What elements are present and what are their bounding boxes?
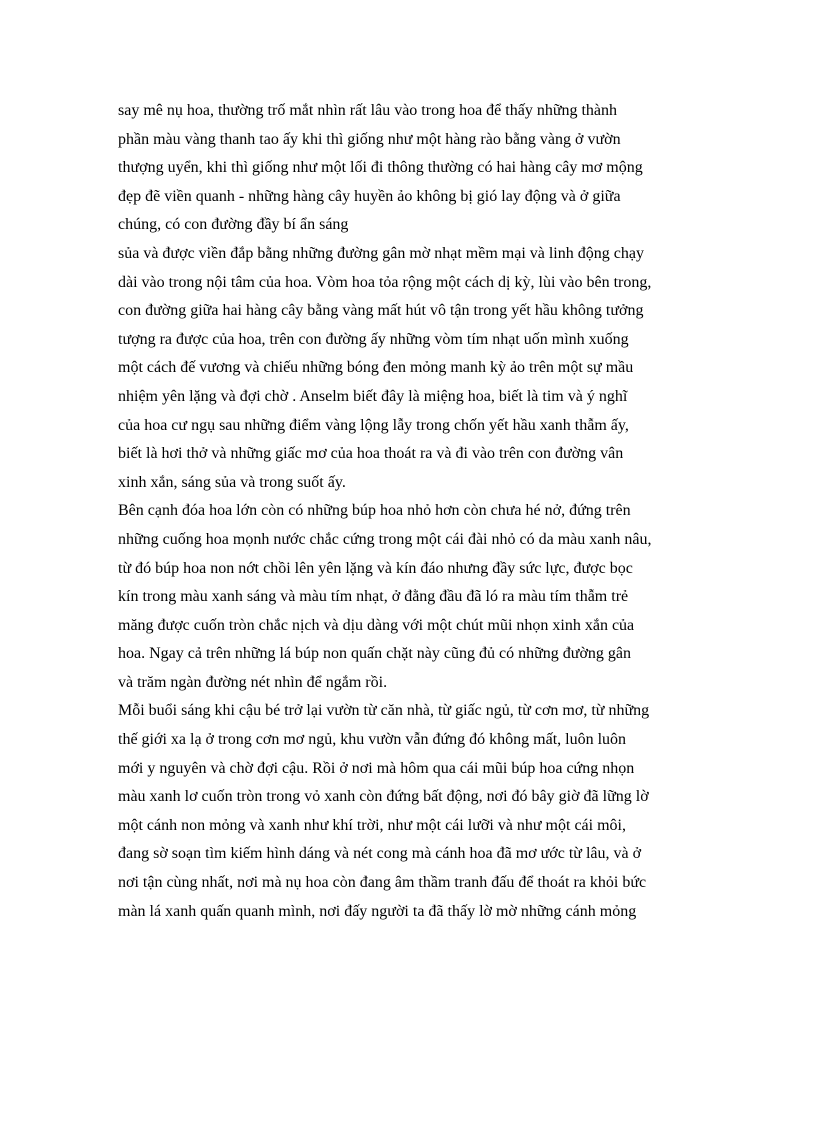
text-line: một cách đế vương và chiếu những bóng đen mỏng manh kỳ ảo trên một sự mầu	[118, 359, 634, 377]
text-line: nhiệm yên lặng và đợi chờ . Anselm biết đây là miệng hoa, biết là tim và ý nghĩ	[118, 387, 628, 405]
text-line: say mê nụ hoa, thường trố mắt nhìn rất lâu vào trong hoa để thấy những thành	[118, 102, 618, 119]
text-line: Mỗi buổi sáng khi cậu bé trở lại vườn từ căn nhà, từ giấc ngủ, từ cơn mơ, từ những	[118, 702, 650, 720]
text-line: con đường giữa hai hàng cây bằng vàng mất hút vô tận trong yết hầu không tưởng	[118, 302, 644, 320]
text-line: màu xanh lơ cuốn tròn trong vỏ xanh còn đứng bất động, nơi đó bây giờ đã lững lờ	[118, 788, 649, 806]
text-line: những cuống hoa mọnh nước chắc cứng trong một cái đài nhỏ có da màu xanh nâu,	[118, 530, 652, 548]
text-line: tượng ra được của hoa, trên con đường ấy những vòm tím nhạt uốn mình xuống	[118, 330, 629, 348]
text-line: xinh xắn, sáng sủa và trong suốt ấy.	[118, 473, 346, 491]
text-line: mới y nguyên và chờ đợi cậu. Rồi ở nơi mà hôm qua cái mũi búp hoa cứng nhọn	[118, 759, 635, 777]
text-line: nơi tận cùng nhất, nơi mà nụ hoa còn đang âm thầm tranh đấu để thoát ra khỏi bức	[118, 874, 647, 892]
text-line: phần màu vàng thanh tao ấy khi thì giống như một hàng rào bằng vàng ở vườn	[118, 130, 621, 148]
text-line: từ đó búp hoa non nớt chồi lên yên lặng và kín đáo nhưng đầy sức lực, được bọc	[118, 559, 633, 577]
body-text	[118, 97, 708, 926]
text-line: hoa. Ngay cả trên những lá búp non quấn chặt này cũng đủ có những đường gân	[118, 645, 632, 663]
text-line: biết là hơi thở và những giấc mơ của hoa thoát ra và đi vào trên con đường vân	[118, 445, 624, 463]
text-line: đang sờ soạn tìm kiếm hình dáng và nét cong mà cánh hoa đã mơ ước từ lâu, và ở	[118, 845, 642, 863]
text-line: Bên cạnh đóa hoa lớn còn có những búp hoa nhỏ hơn còn chưa hé nở, đứng trên	[118, 502, 631, 520]
text-line: thế giới xa lạ ở trong cơn mơ ngủ, khu vườn vẫn đứng đó không mất, luôn luôn	[118, 731, 627, 749]
text-line: thượng uyển, khi thì giống như một lối đi thông thường có hai hàng cây mơ mộng	[118, 159, 643, 177]
text-line: dài vào trong nội tâm của hoa. Vòm hoa tỏa rộng một cách dị kỳ, lùi vào bên trong,	[118, 273, 652, 291]
text-line: sủa và được viền đắp bằng những đường gân mờ nhạt mềm mại và linh động chạy	[118, 244, 644, 262]
text-line: màn lá xanh quấn quanh mình, nơi đấy người ta đã thấy lờ mờ những cánh mỏng	[118, 902, 637, 920]
text-line: và trăm ngàn đường nét nhìn để ngắm rồi.	[118, 673, 388, 691]
text-line: đẹp đẽ viền quanh - những hàng cây huyền ảo không bị gió lay động và ở giữa	[118, 187, 621, 205]
text-line: măng được cuốn tròn chắc nịch và dịu dàng với một chút mũi nhọn xinh xắn của	[118, 616, 635, 634]
text-line: một cánh non mỏng và xanh như khí trời, như một cái lưỡi và như một cái môi,	[118, 816, 626, 834]
text-line: chúng, có con đường đầy bí ẩn sáng	[118, 216, 349, 234]
text-line: kín trong màu xanh sáng và màu tím nhạt, ở đằng đầu đã ló ra màu tím thẫm trẻ	[118, 588, 629, 606]
text-line: của hoa cư ngụ sau những điểm vàng lộng lẫy trong chốn yết hầu xanh thẫm ấy,	[118, 416, 629, 434]
